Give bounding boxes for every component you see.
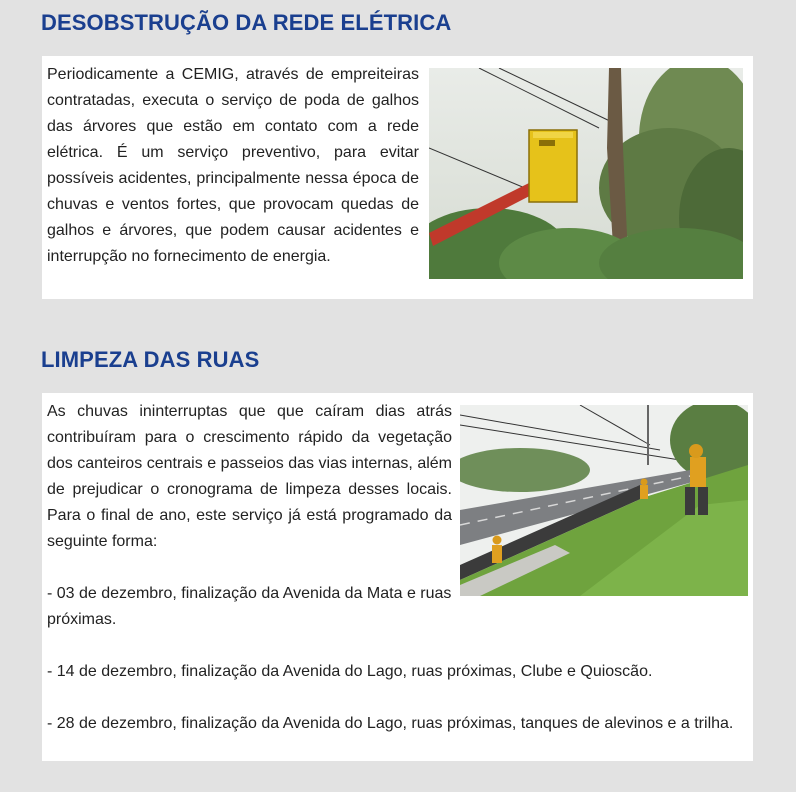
section-title-limpeza-ruas: LIMPEZA DAS RUAS [41, 347, 260, 372]
schedule-item-28-dezembro: - 28 de dezembro, finalização da Avenida do Lago, ruas próximas, tanques de alevinos e a trilha. [47, 715, 734, 732]
card-rede-eletrica [42, 56, 753, 299]
street-cleaning-photo [460, 405, 748, 596]
paragraph-limpeza-intro: As chuvas ininterruptas que que caíram dias atrás contribuíram para o crescimento rápido da vegetação dos canteiros centrais e passeios das vias internas, além de prejudicar o cronograma de limpeza desses locais. Para o final de ano, este serviço já está programado da seguinte forma: [47, 403, 452, 550]
section-title-rede-eletrica: DESOBSTRUÇÃO DA REDE ELÉTRICA [41, 10, 452, 35]
spacer [47, 685, 748, 711]
spacer [47, 633, 748, 659]
schedule-item-03-dezembro: - 03 de dezembro, finalização da Avenida da Mata e ruas próximas. [47, 585, 452, 628]
paragraph-rede-eletrica: Periodicamente a CEMIG, através de empreiteiras contratadas, executa o serviço de poda de galhos das árvores que estão em contato com a rede elétrica. É um serviço preventivo, para evitar possíveis acidentes, principalmente nessa época de chuvas e ventos fortes, que provocam quedas de galhos e árvores, que podem causar acidentes e interrupção no fornecimento de energia. [47, 66, 419, 265]
card-limpeza-ruas [42, 393, 753, 761]
tree-pruning-photo [429, 68, 743, 279]
schedule-item-14-dezembro: - 14 de dezembro, finalização da Avenida do Lago, ruas próximas, Clube e Quioscão. [47, 663, 653, 680]
